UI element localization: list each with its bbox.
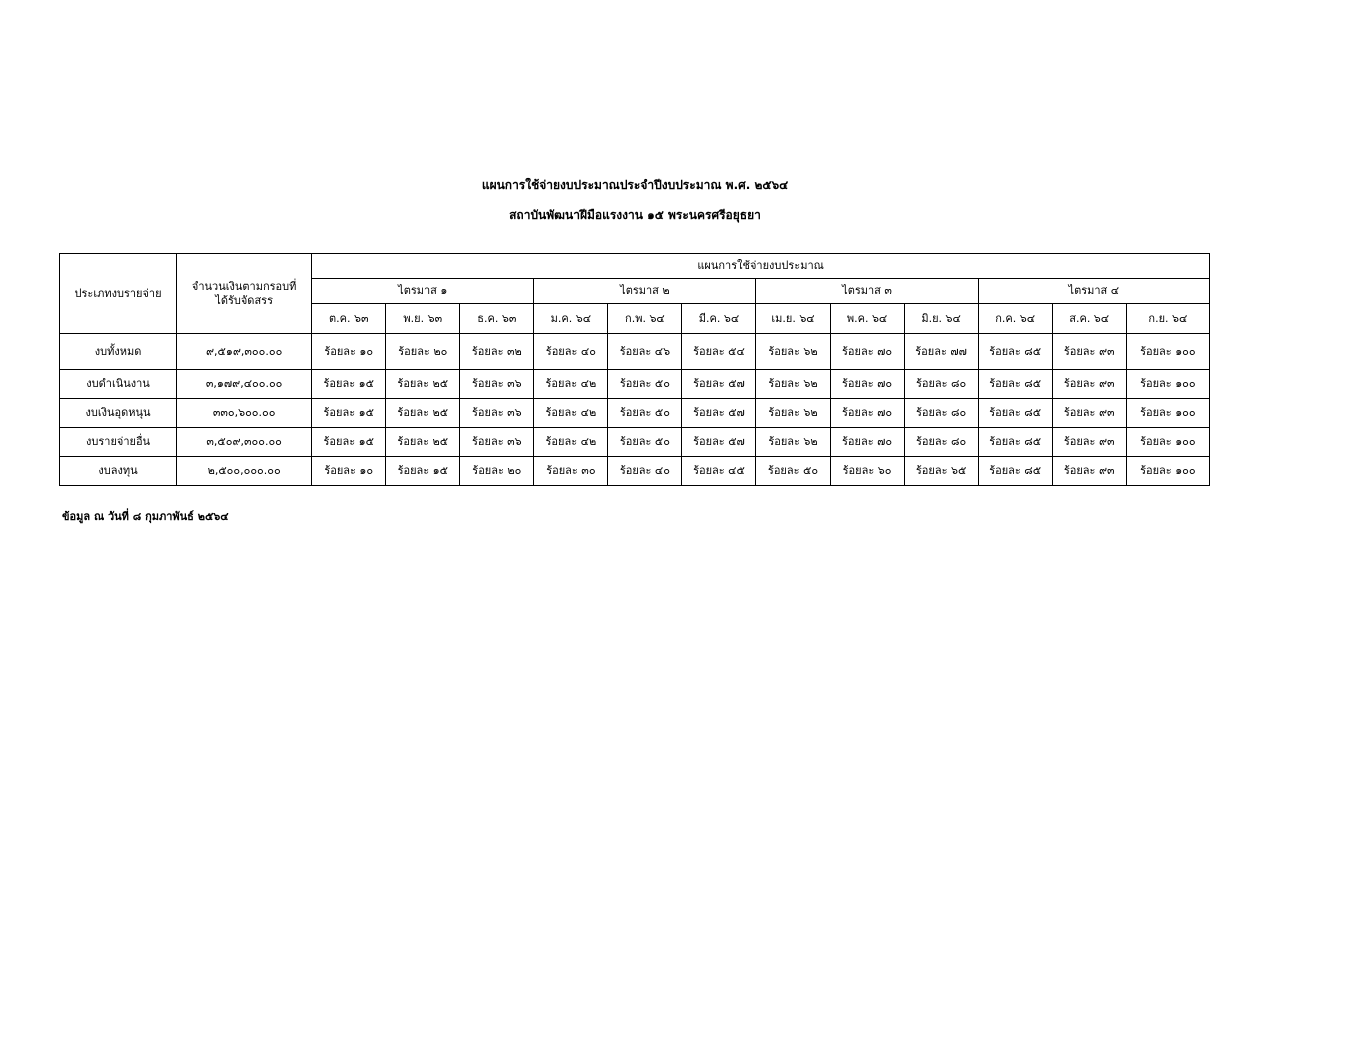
month-header: ส.ค. ๖๔ [1052, 304, 1126, 334]
row-percent: ร้อยละ ๔๒ [534, 370, 608, 399]
month-header: ก.พ. ๖๔ [608, 304, 682, 334]
month-header: พ.ย. ๖๓ [386, 304, 460, 334]
row-percent: ร้อยละ ๒๐ [386, 334, 460, 370]
row-type: งบดำเนินงาน [60, 370, 177, 399]
row-percent: ร้อยละ ๙๓ [1052, 334, 1126, 370]
row-type: งบทั้งหมด [60, 334, 177, 370]
row-percent: ร้อยละ ๗๐ [830, 399, 904, 428]
quarter-header: ไตรมาส ๓ [756, 279, 978, 304]
row-percent: ร้อยละ ๕๐ [756, 457, 830, 486]
row-type: งบลงทุน [60, 457, 177, 486]
type-column-header: ประเภทงบรายจ่าย [60, 254, 177, 334]
row-percent: ร้อยละ ๒๕ [386, 428, 460, 457]
row-amount: ๓,๑๗๙,๔๐๐.๐๐ [177, 370, 312, 399]
table-row [60, 370, 1210, 399]
row-percent: ร้อยละ ๔๕ [682, 457, 756, 486]
row-percent: ร้อยละ ๕๐ [608, 399, 682, 428]
row-percent: ร้อยละ ๘๕ [978, 370, 1052, 399]
row-percent: ร้อยละ ๗๐ [830, 370, 904, 399]
row-percent: ร้อยละ ๕๔ [682, 334, 756, 370]
row-amount: ๓๓๐,๖๐๐.๐๐ [177, 399, 312, 428]
row-percent: ร้อยละ ๖๒ [756, 428, 830, 457]
row-percent: ร้อยละ ๔๐ [534, 334, 608, 370]
row-percent: ร้อยละ ๑๕ [386, 457, 460, 486]
row-type: งบรายจ่ายอื่น [60, 428, 177, 457]
row-percent: ร้อยละ ๕๗ [682, 399, 756, 428]
amount-header-line2: ได้รับจัดสรร [215, 293, 273, 307]
row-percent: ร้อยละ ๘๐ [904, 370, 978, 399]
row-percent: ร้อยละ ๗๗ [904, 334, 978, 370]
row-percent: ร้อยละ ๑๐๐ [1126, 399, 1209, 428]
row-percent: ร้อยละ ๕๐ [608, 428, 682, 457]
budget-plan-table [59, 253, 1210, 486]
row-percent: ร้อยละ ๑๐๐ [1126, 428, 1209, 457]
row-percent: ร้อยละ ๘๐ [904, 428, 978, 457]
table-row [60, 399, 1210, 428]
row-percent: ร้อยละ ๖๒ [756, 370, 830, 399]
row-percent: ร้อยละ ๓๖ [460, 370, 534, 399]
row-percent: ร้อยละ ๔๖ [608, 334, 682, 370]
row-percent: ร้อยละ ๙๓ [1052, 370, 1126, 399]
row-amount: ๙,๕๑๙,๓๐๐.๐๐ [177, 334, 312, 370]
row-percent: ร้อยละ ๘๕ [978, 334, 1052, 370]
row-percent: ร้อยละ ๗๐ [830, 334, 904, 370]
row-percent: ร้อยละ ๓๖ [460, 399, 534, 428]
row-percent: ร้อยละ ๓๒ [460, 334, 534, 370]
row-percent: ร้อยละ ๔๒ [534, 428, 608, 457]
row-percent: ร้อยละ ๗๐ [830, 428, 904, 457]
row-percent: ร้อยละ ๓๐ [534, 457, 608, 486]
month-header: มี.ค. ๖๔ [682, 304, 756, 334]
row-percent: ร้อยละ ๙๓ [1052, 399, 1126, 428]
document-title: แผนการใช้จ่ายงบประมาณประจำปีงบประมาณ พ.ศ. ๒๕๖๔ [481, 178, 789, 192]
month-header: ก.ค. ๖๔ [978, 304, 1052, 334]
row-percent: ร้อยละ ๓๖ [460, 428, 534, 457]
row-percent: ร้อยละ ๘๕ [978, 399, 1052, 428]
plan-header: แผนการใช้จ่ายงบประมาณ [312, 254, 1210, 279]
row-percent: ร้อยละ ๔๒ [534, 399, 608, 428]
row-percent: ร้อยละ ๑๐ [312, 457, 386, 486]
row-percent: ร้อยละ ๑๕ [312, 370, 386, 399]
row-percent: ร้อยละ ๖๕ [904, 457, 978, 486]
row-percent: ร้อยละ ๕๗ [682, 428, 756, 457]
month-header: ต.ค. ๖๓ [312, 304, 386, 334]
month-header: มิ.ย. ๖๔ [904, 304, 978, 334]
row-percent: ร้อยละ ๑๕ [312, 399, 386, 428]
row-percent: ร้อยละ ๘๐ [904, 399, 978, 428]
row-percent: ร้อยละ ๖๒ [756, 399, 830, 428]
row-percent: ร้อยละ ๕๐ [608, 370, 682, 399]
table-row [60, 334, 1210, 370]
quarter-header: ไตรมาส ๔ [978, 279, 1209, 304]
month-header: ม.ค. ๖๔ [534, 304, 608, 334]
row-percent: ร้อยละ ๑๐๐ [1126, 334, 1209, 370]
row-percent: ร้อยละ ๑๐๐ [1126, 457, 1209, 486]
document-subtitle: สถาบันพัฒนาฝีมือแรงงาน ๑๕ พระนครศรีอยุธยา [509, 208, 761, 222]
amount-column-header [177, 254, 312, 334]
table-row [60, 457, 1210, 486]
row-percent: ร้อยละ ๘๕ [978, 428, 1052, 457]
row-percent: ร้อยละ ๔๐ [608, 457, 682, 486]
row-percent: ร้อยละ ๑๐๐ [1126, 370, 1209, 399]
row-percent: ร้อยละ ๖๐ [830, 457, 904, 486]
row-type: งบเงินอุดหนุน [60, 399, 177, 428]
row-percent: ร้อยละ ๖๒ [756, 334, 830, 370]
quarter-header: ไตรมาส ๒ [534, 279, 756, 304]
data-date-note: ข้อมูล ณ วันที่ ๘ กุมภาพันธ์ ๒๕๖๔ [62, 510, 229, 523]
row-amount: ๒,๕๐๐,๐๐๐.๐๐ [177, 457, 312, 486]
row-percent: ร้อยละ ๕๗ [682, 370, 756, 399]
month-header: ธ.ค. ๖๓ [460, 304, 534, 334]
row-percent: ร้อยละ ๘๕ [978, 457, 1052, 486]
row-percent: ร้อยละ ๑๕ [312, 428, 386, 457]
amount-header-line1: จำนวนเงินตามกรอบที่ [191, 279, 297, 293]
row-percent: ร้อยละ ๒๐ [460, 457, 534, 486]
month-header: ก.ย. ๖๔ [1126, 304, 1209, 334]
row-percent: ร้อยละ ๒๕ [386, 399, 460, 428]
row-percent: ร้อยละ ๑๐ [312, 334, 386, 370]
row-amount: ๓,๕๐๙,๓๐๐.๐๐ [177, 428, 312, 457]
quarter-header: ไตรมาส ๑ [312, 279, 534, 304]
row-percent: ร้อยละ ๒๕ [386, 370, 460, 399]
month-header: พ.ค. ๖๔ [830, 304, 904, 334]
table-row [60, 428, 1210, 457]
month-header: เม.ย. ๖๔ [756, 304, 830, 334]
row-percent: ร้อยละ ๙๓ [1052, 428, 1126, 457]
row-percent: ร้อยละ ๙๓ [1052, 457, 1126, 486]
